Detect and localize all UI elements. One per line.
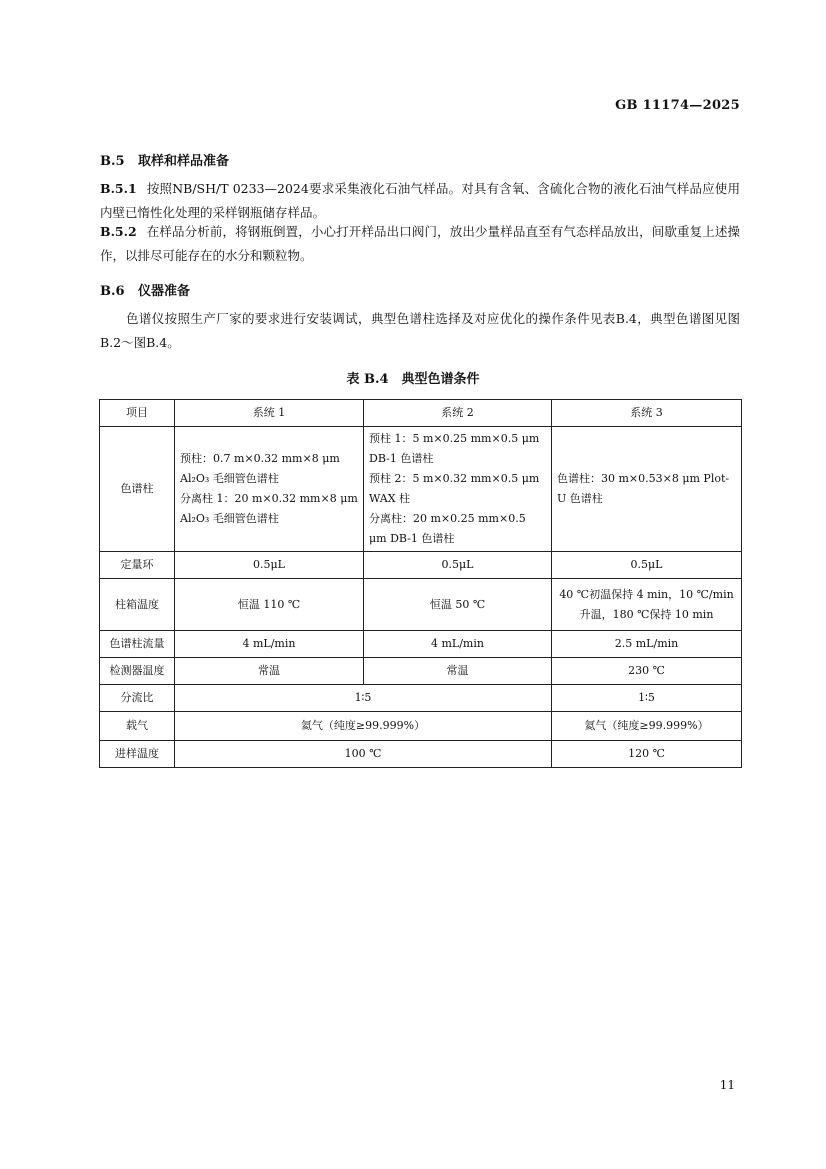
header-cell: 项目 [100,400,175,427]
paragraph-b5-1 [100,177,740,225]
cell-line: 分离柱 1：20 m×0.32 mm×8 μm Al₂O₃ 毛细管色谱柱 [180,492,358,525]
system3-column-cell [552,427,742,552]
cell-line: 预柱 1：5 m×0.25 mm×0.5 μm DB-1 色谱柱 [369,432,540,465]
table-cell: 100 ℃ [175,741,552,768]
cell-line: 40 ℃初温保持 4 min，10 ℃/min [559,587,734,601]
section-heading-b6 [100,280,190,299]
cell-line: 升温，180 ℃保持 10 min [579,607,714,621]
header-cell: 系统 3 [552,400,742,427]
clause-text: 在样品分析前，将钢瓶倒置，小心打开样品出口阀门，放出少量样品直至有气态样品放出，间歇重复上述操作，以排尽可能存在的水分和颗粒物。 [100,224,740,263]
table-row [100,658,742,685]
table-row [100,712,742,741]
table-cell: 120 ℃ [552,741,742,768]
standard-code: GB 11174—2025 [615,98,740,113]
section-number: B.6 [100,284,125,299]
table-row [100,741,742,768]
chromatography-conditions-table [99,399,742,768]
system2-column-cell [364,427,552,552]
cell-line: 预柱：0.7 m×0.32 mm×8 μm Al₂O₃ 毛细管色谱柱 [180,452,340,485]
row-label: 载气 [100,712,175,741]
table-cell: 1∶5 [552,685,742,712]
row-label: 进样温度 [100,741,175,768]
table-cell: 230 ℃ [552,658,742,685]
clause-text: 按照NB/SH/T 0233—2024要求采集液化石油气样品。对具有含氧、含硫化合物的液化石油气样品应使用内壁已惰性化处理的采样钢瓶储存样品。 [100,181,740,220]
header-cell: 系统 1 [175,400,364,427]
clause-number: B.5.2 [100,224,137,239]
table-row [100,427,742,552]
table-cell: 氦气（纯度≥99.999%） [175,712,552,741]
table-row [100,552,742,579]
row-label: 检测器温度 [100,658,175,685]
table-cell: 0.5μL [175,552,364,579]
table-caption: 表 B.4 典型色谱条件 [346,372,480,387]
clause-number: B.5.1 [100,181,137,196]
table-row [100,579,742,631]
table-header-row [100,400,742,427]
system1-column-cell [175,427,364,552]
table-cell: 4 mL/min [175,631,364,658]
table-cell: 常温 [175,658,364,685]
row-label: 定量环 [100,552,175,579]
section-number: B.5 [100,154,125,169]
cell-line: 色谱柱：30 m×0.53×8 μm Plot-U 色谱柱 [557,472,730,505]
table-cell: 常温 [364,658,552,685]
paragraph-b5-2 [100,220,740,268]
table-cell [552,579,742,631]
table-cell: 2.5 mL/min [552,631,742,658]
row-label: 色谱柱流量 [100,631,175,658]
table-cell: 1∶5 [175,685,552,712]
cell-line: 预柱 2：5 m×0.32 mm×0.5 μm WAX 柱 [369,472,540,505]
row-label: 分流比 [100,685,175,712]
section-title: 取样和样品准备 [138,154,230,169]
table-cell: 4 mL/min [364,631,552,658]
table-cell: 恒温 50 ℃ [364,579,552,631]
row-label: 柱箱温度 [100,579,175,631]
table-row [100,631,742,658]
cell-line: 分离柱：20 m×0.25 mm×0.5 μm DB-1 色谱柱 [369,512,526,545]
paragraph-b6: 色谱仪按照生产厂家的要求进行安装调试，典型色谱柱选择及对应优化的操作条件见表B.4，典型色谱图见图B.2～图B.4。 [100,311,740,350]
table-cell: 恒温 110 ℃ [175,579,364,631]
section-title: 仪器准备 [138,284,191,299]
section-heading-b5 [100,150,229,169]
row-label: 色谱柱 [100,427,175,552]
table-row [100,685,742,712]
table-cell: 0.5μL [552,552,742,579]
header-cell: 系统 2 [364,400,552,427]
table-cell: 0.5μL [364,552,552,579]
page-number: 11 [719,1078,735,1092]
table-cell: 氦气（纯度≥99.999%） [552,712,742,741]
